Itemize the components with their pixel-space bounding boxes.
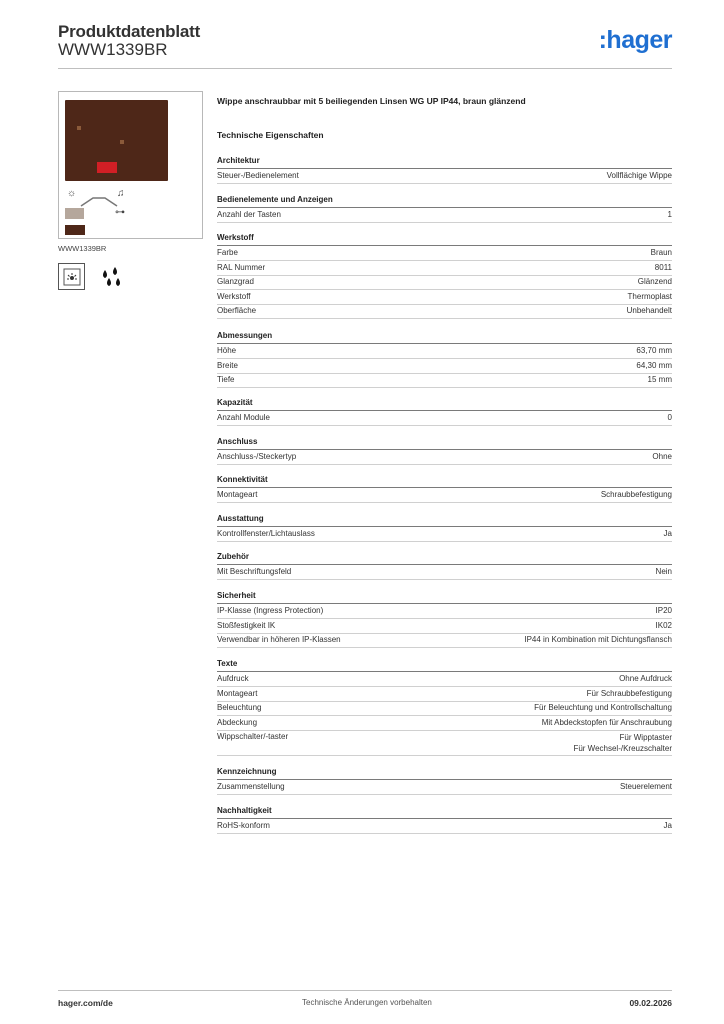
light-bulb-icon: ☼	[67, 188, 77, 199]
red-lens	[97, 162, 117, 173]
spec-value	[573, 732, 672, 754]
group-heading: Abmessungen	[217, 331, 672, 344]
spec-row	[217, 673, 672, 687]
group-heading: Texte	[217, 659, 672, 672]
grey-lens-sample	[65, 208, 84, 219]
spec-value	[664, 821, 672, 830]
spec-value-line: Schraubbefestigung	[600, 490, 672, 499]
spec-value-line: 15 mm	[647, 375, 672, 385]
spec-label: Oberfläche	[217, 306, 257, 316]
spec-value	[655, 263, 672, 272]
spec-value-line: Thermoplast	[627, 291, 672, 301]
group-heading: Kapazität	[217, 398, 672, 411]
spec-row	[217, 451, 672, 465]
rocker-nub	[77, 126, 81, 130]
page-title: Produktdatenblatt	[58, 22, 201, 41]
spec-value-line: Nein	[655, 567, 672, 576]
spec-value	[656, 567, 672, 576]
spec-row	[217, 820, 672, 834]
header-divider	[58, 68, 672, 69]
spec-label: Aufdruck	[217, 674, 249, 683]
spec-row	[217, 276, 672, 290]
spec-label: Montageart	[217, 688, 258, 698]
spec-value	[628, 292, 672, 301]
spec-value	[620, 782, 672, 791]
water-drops-icon	[97, 263, 124, 290]
spec-label: RoHS-konform	[217, 821, 270, 830]
spec-value-line: 0	[667, 413, 672, 422]
footer-divider	[58, 990, 672, 991]
spec-value	[668, 413, 672, 422]
spec-label: Beleuchtung	[217, 703, 262, 713]
spec-row	[217, 262, 672, 276]
spec-value	[636, 346, 672, 355]
spec-label: IP-Klasse (Ingress Protection)	[217, 606, 324, 615]
spec-value	[636, 361, 672, 370]
spec-value-line: IP44 in Kombination mit Dichtungsflansch	[524, 635, 672, 645]
spec-label: Anzahl Module	[217, 413, 270, 422]
spec-value	[601, 490, 672, 499]
spec-value	[587, 689, 672, 698]
spec-row	[217, 717, 672, 731]
spec-row	[217, 566, 672, 580]
group-heading: Kennzeichnung	[217, 767, 672, 780]
spec-label: Verwendbar in höheren IP-Klassen	[217, 635, 341, 645]
spec-row	[217, 634, 672, 648]
article-number: WWW1339BR	[58, 40, 168, 59]
spec-value	[668, 210, 672, 219]
spec-value	[651, 248, 672, 257]
product-title: Wippe anschraubbar mit 5 beiliegenden Linsen WG UP IP44, braun glänzend	[217, 96, 526, 106]
spec-value-line: Für Wipptaster	[619, 733, 672, 743]
spec-row	[217, 170, 672, 184]
spec-label: Steuer-/Bedienelement	[217, 171, 299, 180]
spec-row	[217, 412, 672, 426]
spec-label: Farbe	[217, 248, 238, 257]
spec-label: Stoßfestigkeit IK	[217, 620, 276, 630]
spec-value-line: IK02	[655, 620, 672, 630]
spec-row	[217, 360, 672, 374]
connector-lines	[79, 194, 119, 212]
footer-date: 09.02.2026	[629, 998, 672, 1008]
footer-url: hager.com/de	[58, 998, 113, 1008]
hager-logo: :hager	[598, 26, 672, 54]
spec-label: Anzahl der Tasten	[217, 210, 281, 219]
spec-row	[217, 305, 672, 319]
spec-row	[217, 489, 672, 503]
spec-value-line: 8011	[654, 262, 672, 272]
group-heading: Anschluss	[217, 437, 672, 450]
spec-value-line: Für Wechsel-/Kreuzschalter	[573, 744, 672, 754]
group-heading: Sicherheit	[217, 591, 672, 604]
group-heading: Konnektivität	[217, 475, 672, 488]
spec-value	[542, 718, 672, 727]
spec-value	[619, 674, 672, 683]
spec-label: Breite	[217, 360, 238, 370]
spec-label: Mit Beschriftungsfeld	[217, 567, 292, 576]
spec-value	[607, 171, 672, 180]
spec-label: Abdeckung	[217, 717, 258, 727]
footer-disclaimer: Technische Änderungen vorbehalten	[302, 998, 432, 1007]
spec-value-line: 64,30 mm	[636, 360, 672, 370]
group-heading: Architektur	[217, 156, 672, 169]
spec-label: Kontrollfenster/Lichtauslass	[217, 529, 315, 538]
spec-value	[627, 306, 672, 315]
spec-row	[217, 374, 672, 388]
spec-label: Glanzgrad	[217, 277, 254, 287]
spec-row	[217, 209, 672, 223]
group-heading: Nachhaltigkeit	[217, 806, 672, 819]
spec-row	[217, 528, 672, 542]
indoor-light-symbol-icon	[58, 263, 85, 290]
spec-value-line: Ja	[663, 529, 672, 538]
spec-row	[217, 781, 672, 795]
key-icon: ⊶	[115, 207, 125, 218]
group-heading: Ausstattung	[217, 514, 672, 527]
spec-row	[217, 291, 672, 305]
spec-value	[656, 606, 672, 615]
spec-value	[534, 703, 672, 712]
group-heading: Bedienelemente und Anzeigen	[217, 195, 672, 208]
spec-row	[217, 620, 672, 634]
spec-row	[217, 345, 672, 359]
spec-label: Höhe	[217, 346, 237, 355]
spec-row	[217, 247, 672, 261]
page-header	[58, 20, 672, 70]
spec-value	[524, 635, 672, 644]
spec-value-line: Ohne	[652, 452, 672, 461]
spec-value-line: Ohne Aufdruck	[619, 674, 672, 683]
rocker-switch-illustration	[65, 100, 168, 181]
spec-value-line: Ja	[663, 821, 672, 830]
lens-options	[65, 188, 135, 226]
spec-label: Montageart	[217, 490, 258, 499]
group-heading: Zubehör	[217, 552, 672, 565]
spec-row	[217, 702, 672, 716]
spec-row	[217, 688, 672, 702]
spec-value	[664, 529, 672, 538]
spec-label: Anschluss-/Steckertyp	[217, 452, 297, 461]
bell-icon: ♫	[117, 188, 125, 199]
spec-value-line: Vollflächige Wippe	[606, 171, 672, 180]
spec-row	[217, 731, 672, 756]
spec-value	[638, 277, 672, 286]
brown-lens-sample	[65, 225, 85, 235]
spec-value-line: 1	[667, 210, 672, 219]
spec-value-line: Unbehandelt	[626, 306, 672, 316]
spec-label: Zusammenstellung	[217, 782, 285, 791]
spec-value-line: 63,70 mm	[636, 346, 672, 355]
spec-value-line: Für Beleuchtung und Kontrollschaltung	[534, 703, 672, 713]
spec-value-line: Für Schraubbefestigung	[586, 688, 672, 698]
spec-label: Wippschalter/-taster	[217, 732, 289, 742]
spec-value-line: Glänzend	[637, 277, 672, 287]
spec-row	[217, 605, 672, 619]
group-heading: Werkstoff	[217, 233, 672, 246]
spec-value-line: Braun	[650, 248, 672, 257]
spec-value	[656, 621, 672, 630]
spec-label: Tiefe	[217, 375, 235, 385]
image-caption: WWW1339BR	[58, 244, 107, 253]
spec-value-line: Steuerelement	[619, 782, 672, 791]
spec-value-line: IP20	[655, 606, 672, 615]
spec-value	[648, 375, 672, 384]
spec-value-line: Mit Abdeckstopfen für Anschraubung	[541, 717, 672, 727]
spec-label: RAL Nummer	[217, 262, 266, 272]
spec-value	[652, 452, 672, 461]
section-title: Technische Eigenschaften	[217, 130, 324, 140]
product-image	[58, 91, 203, 239]
rocker-nub	[120, 140, 124, 144]
spec-label: Werkstoff	[217, 291, 251, 301]
